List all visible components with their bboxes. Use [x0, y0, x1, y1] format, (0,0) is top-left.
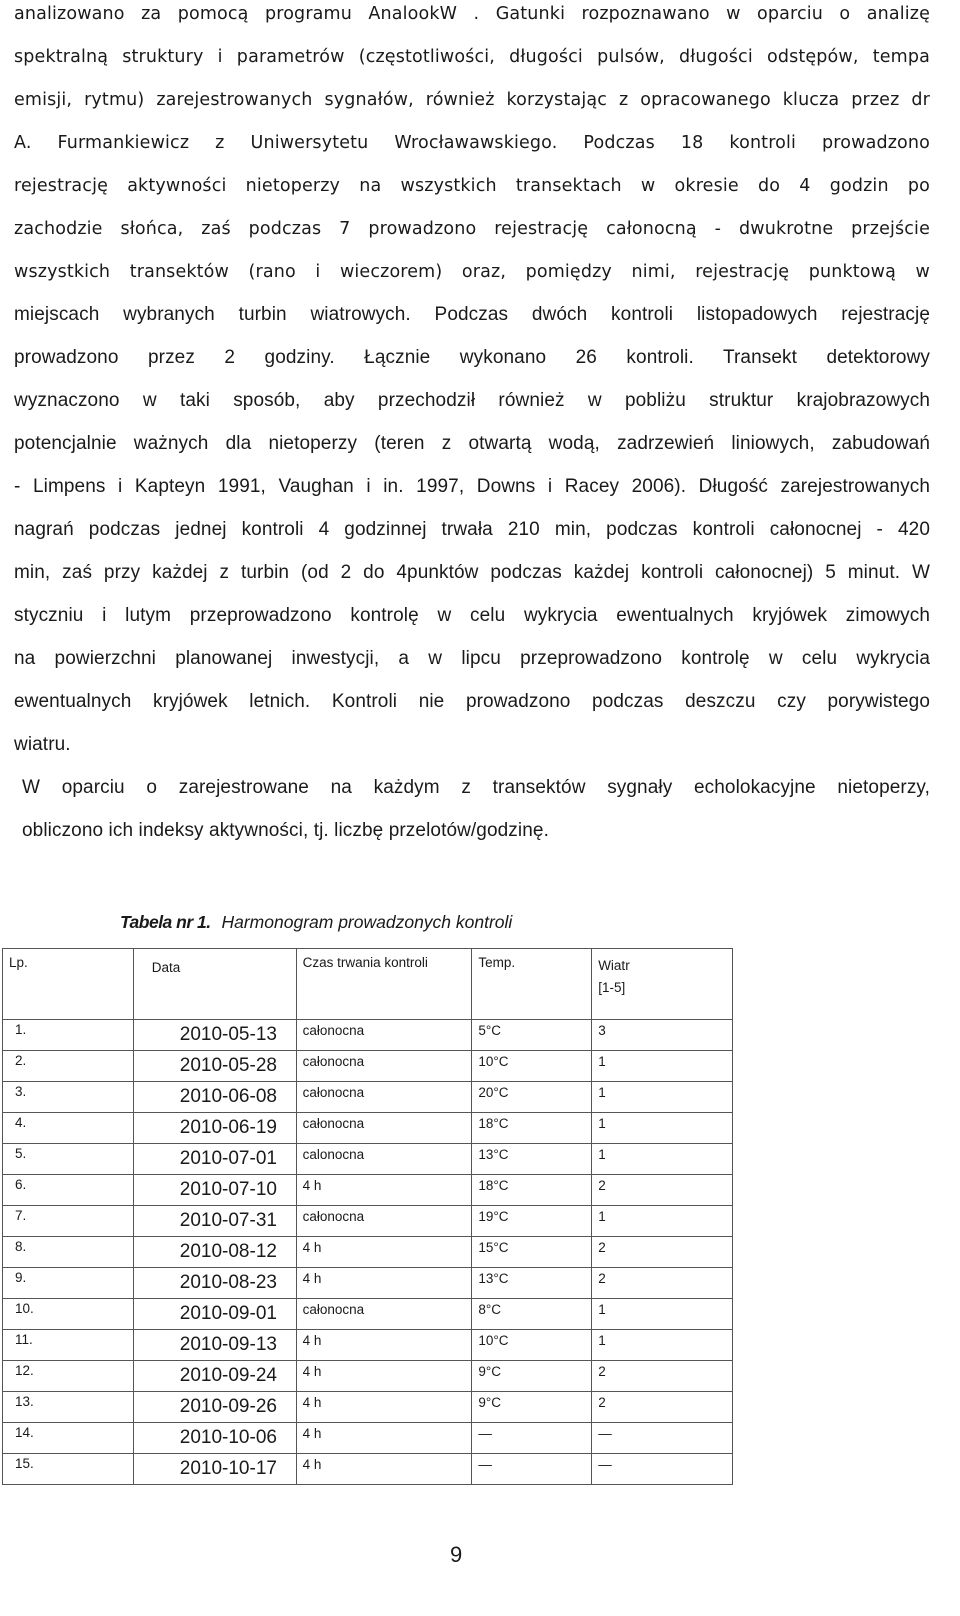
paragraph-line-9: prowadzono przez 2 godziny. Łącznie wykonano 26 kontroli. Transekt detektorowy [14, 347, 930, 368]
cell-wind: 3 [592, 1020, 733, 1051]
cell-wind: 1 [592, 1144, 733, 1175]
cell-lp: 10. [3, 1299, 134, 1330]
cell-duration: całonocna [296, 1051, 472, 1082]
paragraph-line-8: miejscach wybranych turbin wiatrowych. Podczas dwóch kontroli listopadowych rejestrację [14, 304, 930, 325]
cell-duration: 4 h [296, 1175, 472, 1206]
cell-temp: 20°C [472, 1082, 592, 1113]
cell-temp: 9°C [472, 1361, 592, 1392]
cell-duration: całonocna [296, 1206, 472, 1237]
cell-temp: 10°C [472, 1330, 592, 1361]
paragraph-line-12: - Limpens i Kapteyn 1991, Vaughan i in. 1997, Downs i Racey 2006). Długość zarejestrowanych [14, 476, 930, 497]
cell-wind: 1 [592, 1051, 733, 1082]
cell-date: 2010-09-13 [133, 1330, 296, 1361]
cell-lp: 13. [3, 1392, 134, 1423]
paragraph-line-13: nagrań podczas jednej kontroli 4 godzinnej trwała 210 min, podczas kontroli całonocnej - 420 [14, 519, 930, 540]
header-wind-label: Wiatr [598, 958, 630, 973]
cell-wind: 1 [592, 1330, 733, 1361]
cell-temp: 10°C [472, 1051, 592, 1082]
cell-wind: 1 [592, 1299, 733, 1330]
table-row [3, 1392, 733, 1423]
paragraph-line-17: ewentualnych kryjówek letnich. Kontroli nie prowadzono podczas deszczu czy porywistego [14, 691, 930, 712]
cell-temp: — [472, 1454, 592, 1485]
paragraph-line-1: analizowano za pomocą programu AnalookW . Gatunki rozpoznawano w oparciu o analizę [14, 4, 930, 24]
cell-lp: 9. [3, 1268, 134, 1299]
paragraph-line-4: A. Furmankiewicz z Uniwersytetu Wrocławawskiego. Podczas 18 kontroli prowadzono [14, 133, 930, 153]
cell-lp: 2. [3, 1051, 134, 1082]
table-caption-label: Tabela nr 1. [120, 912, 211, 932]
cell-lp: 8. [3, 1237, 134, 1268]
cell-lp: 3. [3, 1082, 134, 1113]
page-number: 9 [450, 1542, 463, 1567]
cell-temp: 5°C [472, 1020, 592, 1051]
cell-duration: całonocna [296, 1113, 472, 1144]
cell-date: 2010-09-26 [133, 1392, 296, 1423]
paragraph2-line-1: W oparciu o zarejestrowane na każdym z transektów sygnały echolokacyjne nietoperzy, [22, 777, 930, 798]
cell-lp: 12. [3, 1361, 134, 1392]
cell-duration: całonocna [296, 1020, 472, 1051]
cell-wind: — [592, 1454, 733, 1485]
header-duration: Czas trwania kontroli [296, 949, 472, 1020]
header-temp: Temp. [472, 949, 592, 1020]
paragraph-line-10: wyznaczono w taki sposób, aby przechodził również w pobliżu struktur krajobrazowych [14, 390, 930, 411]
cell-temp: 18°C [472, 1113, 592, 1144]
table-row [3, 1237, 733, 1268]
cell-date: 2010-07-10 [133, 1175, 296, 1206]
table-row [3, 1268, 733, 1299]
cell-temp: — [472, 1423, 592, 1454]
cell-temp: 9°C [472, 1392, 592, 1423]
table-row [3, 1423, 733, 1454]
paragraph-line-6: zachodzie słońca, zaś podczas 7 prowadzono rejestrację całonocną - dwukrotne przejście [14, 219, 930, 239]
cell-date: 2010-10-06 [133, 1423, 296, 1454]
cell-date: 2010-06-19 [133, 1113, 296, 1144]
cell-date: 2010-10-17 [133, 1454, 296, 1485]
cell-temp: 18°C [472, 1175, 592, 1206]
paragraph-line-14: min, zaś przy każdej z turbin (od 2 do 4punktów podczas każdej kontroli całonocnej) 5 minut. W [14, 562, 930, 583]
table-row [3, 1361, 733, 1392]
table-row [3, 1299, 733, 1330]
cell-lp: 11. [3, 1330, 134, 1361]
cell-lp: 14. [3, 1423, 134, 1454]
cell-lp: 1. [3, 1020, 134, 1051]
cell-duration: całonocna [296, 1082, 472, 1113]
table-row [3, 1454, 733, 1485]
header-lp: Lp. [3, 949, 134, 1020]
cell-date: 2010-08-23 [133, 1268, 296, 1299]
cell-date: 2010-05-28 [133, 1051, 296, 1082]
schedule-table [2, 948, 733, 1485]
cell-duration: 4 h [296, 1423, 472, 1454]
table-caption [120, 912, 512, 933]
cell-wind: 2 [592, 1268, 733, 1299]
cell-lp: 7. [3, 1206, 134, 1237]
cell-temp: 15°C [472, 1237, 592, 1268]
cell-temp: 19°C [472, 1206, 592, 1237]
cell-wind: — [592, 1423, 733, 1454]
cell-wind: 2 [592, 1361, 733, 1392]
cell-date: 2010-09-01 [133, 1299, 296, 1330]
paragraph-line-15: styczniu i lutym przeprowadzono kontrolę w celu wykrycia ewentualnych kryjówek zimowych [14, 605, 930, 626]
cell-lp: 6. [3, 1175, 134, 1206]
cell-date: 2010-08-12 [133, 1237, 296, 1268]
table-row [3, 1082, 733, 1113]
cell-date: 2010-07-31 [133, 1206, 296, 1237]
cell-wind: 1 [592, 1082, 733, 1113]
paragraph-line-5: rejestrację aktywności nietoperzy na wszystkich transektach w okresie do 4 godzin po [14, 176, 930, 196]
cell-temp: 13°C [472, 1144, 592, 1175]
cell-date: 2010-07-01 [133, 1144, 296, 1175]
header-wind [592, 949, 733, 1020]
cell-duration: 4 h [296, 1268, 472, 1299]
cell-wind: 1 [592, 1206, 733, 1237]
cell-date: 2010-06-08 [133, 1082, 296, 1113]
cell-temp: 13°C [472, 1268, 592, 1299]
paragraph-line-3: emisji, rytmu) zarejestrowanych sygnałów, również korzystając z opracowanego klucza przez dr [14, 90, 930, 110]
cell-duration: 4 h [296, 1237, 472, 1268]
cell-duration: 4 h [296, 1361, 472, 1392]
paragraph-line-18: wiatru. [14, 734, 71, 755]
cell-wind: 2 [592, 1175, 733, 1206]
cell-duration: calonocna [296, 1144, 472, 1175]
paragraph-line-16: na powierzchni planowanej inwestycji, a w lipcu przeprowadzono kontrolę w celu wykrycia [14, 648, 930, 669]
cell-duration: 4 h [296, 1392, 472, 1423]
table-row [3, 1206, 733, 1237]
cell-temp: 8°C [472, 1299, 592, 1330]
table-row [3, 1144, 733, 1175]
cell-wind: 2 [592, 1237, 733, 1268]
cell-duration: 4 h [296, 1454, 472, 1485]
header-wind-scale: [1-5] [598, 980, 626, 995]
table-caption-title: Harmonogram prowadzonych kontroli [221, 912, 513, 932]
table-header-row [3, 949, 733, 1020]
cell-date: 2010-09-24 [133, 1361, 296, 1392]
table-row [3, 1330, 733, 1361]
cell-lp: 15. [3, 1454, 134, 1485]
table-row [3, 1113, 733, 1144]
cell-duration: całonocna [296, 1299, 472, 1330]
cell-duration: 4 h [296, 1330, 472, 1361]
cell-lp: 4. [3, 1113, 134, 1144]
paragraph-line-11: potencjalnie ważnych dla nietoperzy (teren z otwartą wodą, zadrzewień liniowych, zabudowań [14, 433, 930, 454]
cell-wind: 2 [592, 1392, 733, 1423]
paragraph-line-2: spektralną struktury i parametrów (częstotliwości, długości pulsów, długości odstępów, tempa [14, 47, 930, 67]
header-date: Data [133, 949, 296, 1020]
table-row [3, 1020, 733, 1051]
table-row [3, 1051, 733, 1082]
table-row [3, 1175, 733, 1206]
cell-date: 2010-05-13 [133, 1020, 296, 1051]
cell-wind: 1 [592, 1113, 733, 1144]
cell-lp: 5. [3, 1144, 134, 1175]
paragraph2-line-2: obliczono ich indeksy aktywności, tj. liczbę przelotów/godzinę. [22, 820, 549, 841]
paragraph-line-7: wszystkich transektów (rano i wieczorem) oraz, pomiędzy nimi, rejestrację punktową w [14, 262, 930, 282]
